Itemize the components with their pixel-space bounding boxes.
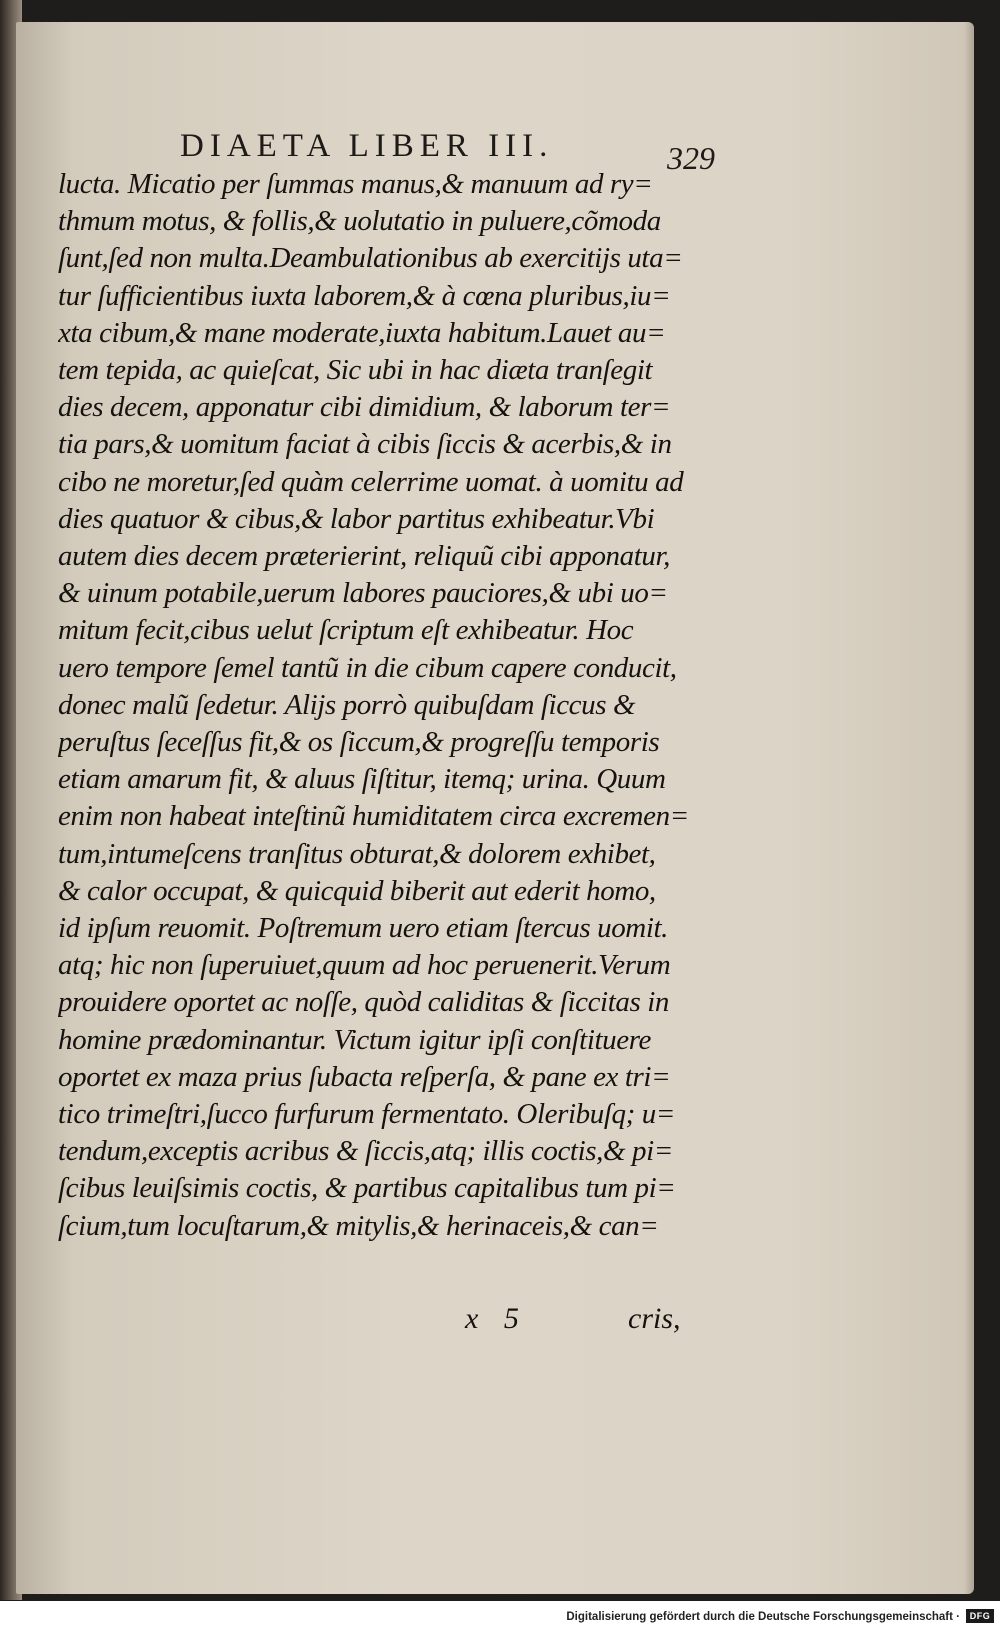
text-line: atq; hic non ſuperuiuet,quum ad hoc peruenerit.Verum: [58, 949, 671, 982]
running-head: DIAETA LIBER III.: [180, 128, 554, 164]
text-line: autem dies decem præterierint, reliquũ cibi apponatur,: [58, 540, 671, 573]
signature-mark: x 5: [465, 1302, 519, 1335]
text-line: id ipſum reuomit. Poſtremum uero etiam ſtercus uomit.: [58, 912, 669, 945]
text-line: tur ſufficientibus iuxta laborem,& à cœna pluribus,iu=: [58, 279, 671, 312]
text-line: peruſtus ſeceſſus fit,& os ſiccum,& progreſſu temporis: [58, 726, 660, 759]
text-line: prouidere oportet ac noſſe, quòd caliditas & ſiccitas in: [58, 986, 669, 1019]
page-number: 329: [667, 140, 715, 176]
text-line: ſunt,ſed non multa.Deambulationibus ab exercitijs uta=: [58, 242, 683, 275]
text-line: dies decem, apponatur cibi dimidium, & laborum ter=: [58, 391, 671, 424]
text-line: tico trimeſtri,ſucco furfurum fermentato. Oleribuſq; u=: [58, 1098, 675, 1131]
text-line: ſcibus leuiſsimis coctis, & partibus capitalibus tum pi=: [58, 1172, 676, 1205]
text-line: tendum,exceptis acribus & ſiccis,atq; illis coctis,& pi=: [58, 1135, 673, 1168]
text-line: tem tepida, ac quieſcat, Sic ubi in hac diæta tranſegit: [58, 354, 653, 387]
text-line: & calor occupat, & quicquid biberit aut ederit homo,: [58, 874, 656, 907]
text-line: dies quatuor & cibus,& labor partitus exhibeatur.Vbi: [58, 502, 655, 535]
catchword: cris,: [628, 1302, 681, 1335]
text-line: & uinum potabile,uerum labores pauciores,& ubi uo=: [58, 577, 668, 610]
text-line: tia pars,& uomitum faciat à cibis ſiccis & acerbis,& in: [58, 428, 672, 461]
footer-credit: Digitalisierung gefördert durch die Deutsche Forschungsgemeinschaft ·: [566, 1611, 960, 1623]
text-line: mitum fecit,cibus uelut ſcriptum eſt exhibeatur. Hoc: [58, 614, 634, 647]
text-line: ſcium,tum locuſtarum,& mitylis,& herinaceis,& can=: [58, 1209, 659, 1242]
text-line: donec malũ ſedetur. Alijs porrò quibuſdam ſiccus &: [58, 688, 636, 721]
page-edge-shadow: [964, 22, 974, 1594]
dfg-logo: DFG: [966, 1609, 994, 1623]
text-line: etiam amarum fit, & aluus ſiſtitur, itemq; urina. Quum: [58, 763, 666, 796]
text-line: lucta. Micatio per ſummas manus,& manuum ad ry=: [58, 168, 653, 200]
text-line: uero tempore ſemel tantũ in die cibum capere conducit,: [58, 651, 677, 684]
text-line: xta cibum,& mane moderate,iuxta habitum.Lauet au=: [58, 316, 666, 349]
text-line: homine prædominantur. Victum igitur ipſi conſtituere: [58, 1023, 652, 1056]
text-line: enim non habeat inteſtinũ humiditatem circa excremen=: [58, 800, 689, 833]
text-line: oportet ex maza prius ſubacta reſperſa, & pane ex tri=: [58, 1060, 671, 1093]
text-line: cibo ne moretur,ſed quàm celerrime uomat. à uomitu ad: [58, 465, 684, 498]
text-line: thmum motus, & follis,& uolutatio in puluere,cõmoda: [58, 205, 661, 238]
text-line: tum,intumeſcens tranſitus obturat,& dolorem exhibet,: [58, 837, 656, 870]
body-text: [58, 166, 728, 1245]
